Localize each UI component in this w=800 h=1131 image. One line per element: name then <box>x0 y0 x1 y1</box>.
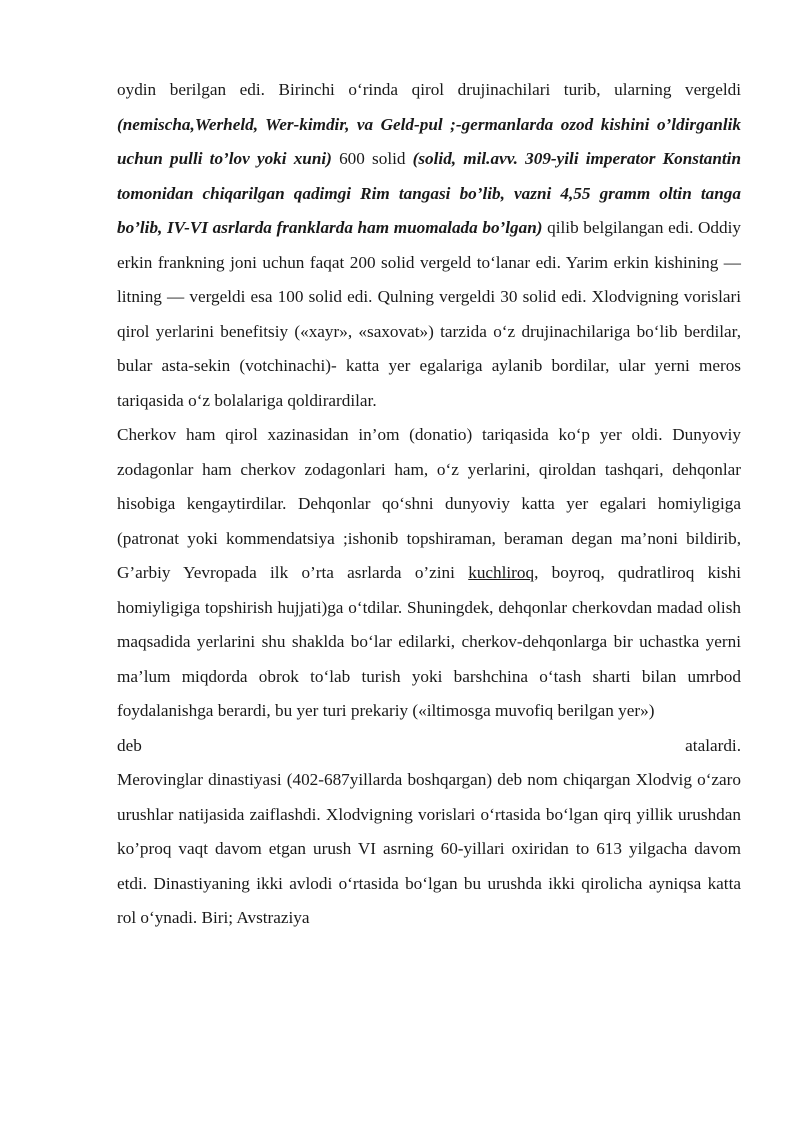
gloss-solid: (solid, mil.avv. 309-yili imperator Konstantin tomonidan chiqarilgan qadimgi Rim tangasi bo’lib, vazni 4,55 gramm oltin tanga bo’lib, IV-VI asrlarda franklarda ham muomalada bo’lgan) <box>117 149 741 237</box>
gloss-vergeld: (nemischa,Werheld, Wer-kimdir, va Geld-pul ;-germanlarda ozod kishini o’ldirganlik uchun pulli to’lov yoki xuni) <box>117 114 741 168</box>
text-run: oydin berilgan edi. Birinchi oʻrinda qirol drujinachilari turib, ularning vergeldi <box>117 80 741 99</box>
text-run: Cherkov ham qirol xazinasidan in’om (donatio) tariqasida koʻp yer oldi. Dunyoviy zodagonlar ham cherkov zodagonlari ham, oʻz yerlarini, qiroldan tashqari, dehqonlar hisobiga kengaytirdilar. Dehqonlar qoʻshni dunyoviy katta yer egalari homiyligiga (patronat yoki kommendatsiya ;ishonib topshiraman, beraman degan ma’noni bildirib, G’arbiy Yevropada ilk o’rta asrlarda o’zini <box>117 425 741 582</box>
text-run: , boyroq, qudratliroq kishi homiyligiga topshirish hujjati)ga oʻtdilar. Shuningdek, dehqonlar cherkovdan madad olish maqsadida yerlarini shu shaklda boʻlar edilarki, cherkov-dehqonlarga bir uchastka yerni ma’lum miqdorda obrok toʻlab turish yoki barshchina oʻtash sharti bilan umrbod foydalanishga berardi, bu yer turi prekariy («iltimosga muvofiq berilgan yer») <box>117 563 741 720</box>
text-run: 600 solid <box>331 149 413 168</box>
document-page <box>117 73 741 936</box>
text-run: qilib belgilangan edi. Oddiy erkin frankning joni uchun faqat 200 solid vergeld toʻlanar edi. Yarim erkin kishining — litning — vergeldi esa 100 solid edi. Qulning vergeldi 30 solid edi. Xlodvigning vorislari qirol yerlarini benefitsiy («xayr», «saxovat») tarzida oʻz drujinachilariga boʻlib berdilar, bular asta-sekin (votchinachi)- katta yer egalariga aylanib bordilar, ular yerni meros tariqasida oʻz bolalariga qoldirardilar. <box>117 218 741 410</box>
paragraph-3 <box>117 763 741 936</box>
paragraph-1 <box>117 73 741 418</box>
text-run: atalardi. <box>685 735 741 755</box>
underlined-word: kuchliroq <box>468 563 535 582</box>
text-run: deb <box>117 735 142 755</box>
paragraph-2-last-line <box>117 729 741 764</box>
paragraph-2 <box>117 418 741 729</box>
text-run: Merovinglar dinastiyasi (402-687yillarda boshqargan) deb nom chiqargan Xlodvig oʻzaro urushlar natijasida zaiflashdi. Xlodvigning vorislari oʻrtasida boʻlgan qirq yillik urushdan ko’proq vaqt davom etgan urush VI asrning 60-yillari oxiridan to 613 yilgacha davom etdi. Dinastiyaning ikki avlodi oʻrtasida boʻlgan bu urushda ikki qirolicha ayniqsa katta rol oʻynadi. Biri; Avstraziya <box>117 770 741 927</box>
